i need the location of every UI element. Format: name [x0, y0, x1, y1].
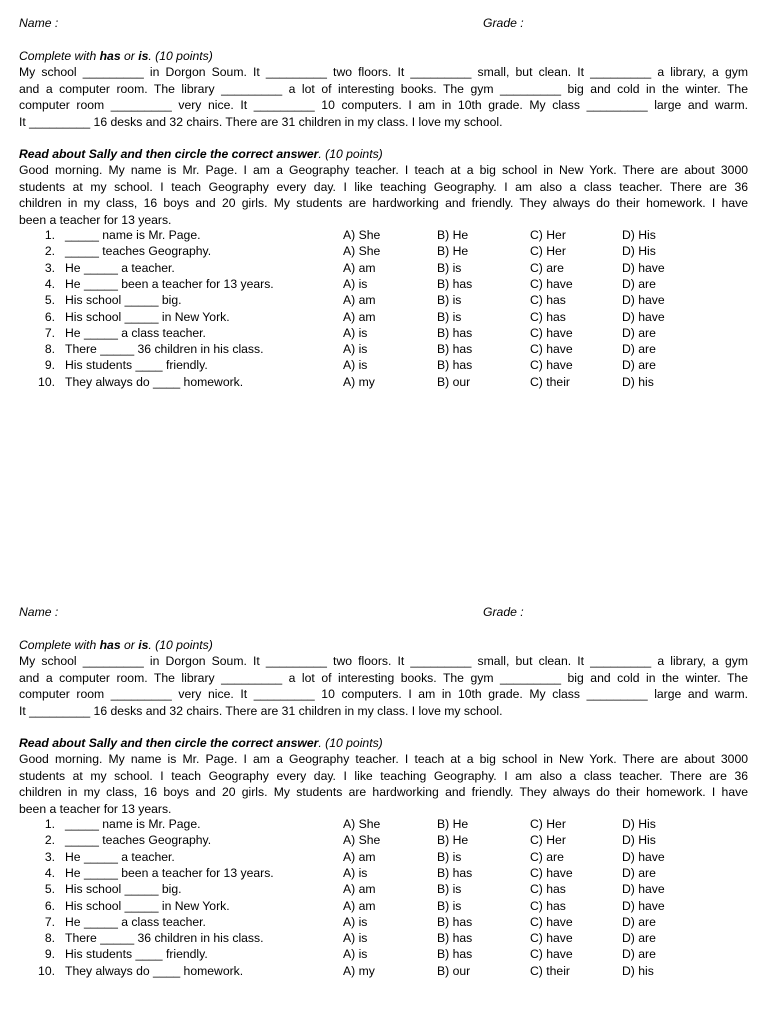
option-b: B) our: [437, 963, 471, 978]
option-a: A) She: [343, 244, 381, 259]
option-d: D) have: [622, 849, 665, 864]
question-item: 5. His school _____ big. A) am B) is C) has D) have: [44, 293, 665, 308]
option-d: D) have: [622, 293, 665, 308]
option-d: D) are: [622, 947, 656, 962]
option-c: C) has: [530, 309, 566, 324]
option-b: B) has: [437, 342, 473, 357]
paragraph-line: been a teacher for 13 years.: [19, 212, 172, 227]
option-d: D) His: [622, 817, 656, 831]
option-b: B) has: [437, 276, 473, 291]
name-label: Name :: [19, 16, 59, 30]
question-item: 1. _____ name is Mr. Page. A) She B) He C) Her D) His: [44, 228, 656, 242]
option-b: B) is: [437, 260, 462, 275]
option-d: D) are: [622, 358, 656, 373]
option-b: B) is: [437, 882, 462, 897]
paragraph-line: and a computer room. The library _________ a lot of interesting books. The gym _________ big and cold in the winter. The: [19, 81, 748, 96]
paragraph-line: students at my school. I teach Geography every day. I like teaching Geography. I am also a class teacher. There are 36: [19, 768, 748, 783]
paragraph-line: students at my school. I teach Geography every day. I like teaching Geography. I am also a class teacher. There are 36: [19, 179, 748, 194]
option-b: B) He: [437, 244, 469, 259]
part2-paragraph: [19, 751, 748, 817]
option-b: B) has: [437, 914, 473, 929]
question-list: [0, 816, 768, 981]
paragraph-line: My school _________ in Dorgon Soum. It _________ two floors. It _________ small, but clean. It _________ a library, a gym: [19, 65, 748, 79]
part1-instruction: Complete with has or is. (10 points): [19, 49, 213, 63]
option-d: D) are: [622, 865, 656, 880]
part1-paragraph: [19, 64, 748, 130]
option-a: A) She: [343, 833, 381, 848]
question-item: 8. There _____ 36 children in his class. A) is B) has C) have D) are: [44, 931, 656, 946]
option-a: A) is: [343, 325, 368, 340]
option-b: B) He: [437, 833, 469, 848]
question-item: 1. _____ name is Mr. Page. A) She B) He C) Her D) His: [44, 817, 656, 831]
option-d: D) have: [622, 309, 665, 324]
part2-paragraph: [19, 162, 748, 228]
option-c: C) have: [530, 931, 573, 946]
part2-instruction: Read about Sally and then circle the correct answer. (10 points): [19, 736, 383, 750]
option-a: A) is: [343, 914, 368, 929]
option-b: B) is: [437, 849, 462, 864]
option-d: D) are: [622, 931, 656, 946]
option-d: D) have: [622, 898, 665, 913]
question-item: 3. He _____ a teacher. A) am B) is C) are D) have: [44, 260, 665, 275]
option-b: B) has: [437, 325, 473, 340]
option-c: C) have: [530, 276, 573, 291]
option-d: D) his: [622, 963, 654, 978]
option-c: C) have: [530, 947, 573, 962]
option-c: C) have: [530, 325, 573, 340]
option-d: D) are: [622, 342, 656, 357]
option-d: D) are: [622, 276, 656, 291]
name-label: Name :: [19, 605, 59, 619]
question-item: 7. He _____ a class teacher. A) is B) has C) have D) are: [44, 914, 656, 929]
part2-instruction: Read about Sally and then circle the correct answer. (10 points): [19, 147, 383, 161]
option-b: B) He: [437, 228, 469, 242]
question-item: 6. His school _____ in New York. A) am B) is C) has D) have: [44, 309, 665, 324]
paragraph-line: computer room _________ very nice. It _________ 10 computers. I am in 10th grade. My class _________ large and warm.: [19, 98, 748, 112]
option-b: B) has: [437, 947, 473, 962]
question-item: 10. They always do ____ homework. A) my B) our C) their D) his: [38, 374, 654, 389]
question-item: 7. He _____ a class teacher. A) is B) has C) have D) are: [44, 325, 656, 340]
question-item: 3. He _____ a teacher. A) am B) is C) are D) have: [44, 849, 665, 864]
option-d: D) His: [622, 228, 656, 242]
option-b: B) is: [437, 293, 462, 308]
option-d: D) his: [622, 374, 654, 389]
option-a: A) is: [343, 342, 368, 357]
option-c: C) have: [530, 865, 573, 880]
option-a: A) am: [343, 849, 376, 864]
question-item: 6. His school _____ in New York. A) am B) is C) has D) have: [44, 898, 665, 913]
option-a: A) She: [343, 228, 381, 242]
option-d: D) have: [622, 882, 665, 897]
part1-paragraph: [19, 653, 748, 719]
grade-label: Grade :: [483, 605, 524, 619]
paragraph-line: My school _________ in Dorgon Soum. It _________ two floors. It _________ small, but clean. It _________ a library, a gym: [19, 654, 748, 668]
option-d: D) have: [622, 260, 665, 275]
option-c: C) have: [530, 914, 573, 929]
option-c: C) Her: [530, 833, 566, 848]
option-a: A) am: [343, 309, 376, 324]
option-c: C) has: [530, 293, 566, 308]
option-d: D) are: [622, 914, 656, 929]
question-item: 5. His school _____ big. A) am B) is C) has D) have: [44, 882, 665, 897]
option-a: A) is: [343, 358, 368, 373]
option-c: C) Her: [530, 244, 566, 259]
question-item: 4. He _____ been a teacher for 13 years. A) is B) has C) have D) are: [44, 276, 656, 291]
option-b: B) has: [437, 358, 473, 373]
option-c: C) have: [530, 358, 573, 373]
option-a: A) my: [343, 374, 375, 389]
paragraph-line: It _________ 16 desks and 32 chairs. There are 31 children in my class. I love my school.: [19, 703, 503, 718]
option-a: A) am: [343, 898, 376, 913]
option-d: D) His: [622, 244, 656, 259]
option-b: B) has: [437, 865, 473, 880]
option-c: C) Her: [530, 817, 566, 831]
option-b: B) our: [437, 374, 471, 389]
option-a: A) is: [343, 947, 368, 962]
question-item: 4. He _____ been a teacher for 13 years. A) is B) has C) have D) are: [44, 865, 656, 880]
question-item: 2. _____ teaches Geography. A) She B) He C) Her D) His: [44, 833, 656, 848]
option-a: A) am: [343, 260, 376, 275]
paragraph-line: computer room _________ very nice. It _________ 10 computers. I am in 10th grade. My class _________ large and warm.: [19, 687, 748, 701]
option-a: A) is: [343, 931, 368, 946]
question-list: [0, 227, 768, 392]
question-item: 2. _____ teaches Geography. A) She B) He C) Her D) His: [44, 244, 656, 259]
paragraph-line: It _________ 16 desks and 32 chairs. There are 31 children in my class. I love my school.: [19, 114, 503, 129]
option-c: C) has: [530, 882, 566, 897]
question-item: 9. His students ____ friendly. A) is B) has C) have D) are: [44, 358, 656, 373]
option-a: A) is: [343, 276, 368, 291]
paragraph-line: children in my class, 16 boys and 20 girls. My students are hardworking and friendly. They always do their homework. I have: [19, 196, 748, 210]
option-a: A) am: [343, 293, 376, 308]
option-d: D) are: [622, 325, 656, 340]
part1-instruction: Complete with has or is. (10 points): [19, 638, 213, 652]
option-c: C) are: [530, 849, 564, 864]
paragraph-line: been a teacher for 13 years.: [19, 801, 172, 816]
option-b: B) is: [437, 309, 462, 324]
paragraph-line: Good morning. My name is Mr. Page. I am a Geography teacher. I teach at a big school in New York. There are about 3000: [19, 163, 748, 177]
option-c: C) Her: [530, 228, 566, 242]
option-a: A) She: [343, 817, 381, 831]
option-a: A) am: [343, 882, 376, 897]
option-c: C) are: [530, 260, 564, 275]
question-item: 8. There _____ 36 children in his class. A) is B) has C) have D) are: [44, 342, 656, 357]
paragraph-line: and a computer room. The library _________ a lot of interesting books. The gym _________ big and cold in the winter. The: [19, 670, 748, 685]
option-b: B) He: [437, 817, 469, 831]
option-d: D) His: [622, 833, 656, 848]
question-item: 9. His students ____ friendly. A) is B) has C) have D) are: [44, 947, 656, 962]
option-b: B) is: [437, 898, 462, 913]
option-b: B) has: [437, 931, 473, 946]
option-c: C) their: [530, 374, 570, 389]
option-c: C) has: [530, 898, 566, 913]
option-a: A) is: [343, 865, 368, 880]
question-item: 10. They always do ____ homework. A) my B) our C) their D) his: [38, 963, 654, 978]
paragraph-line: children in my class, 16 boys and 20 girls. My students are hardworking and friendly. They always do their homework. I have: [19, 785, 748, 799]
grade-label: Grade :: [483, 16, 524, 30]
paragraph-line: Good morning. My name is Mr. Page. I am a Geography teacher. I teach at a big school in New York. There are about 3000: [19, 752, 748, 766]
option-c: C) have: [530, 342, 573, 357]
option-a: A) my: [343, 963, 375, 978]
option-c: C) their: [530, 963, 570, 978]
